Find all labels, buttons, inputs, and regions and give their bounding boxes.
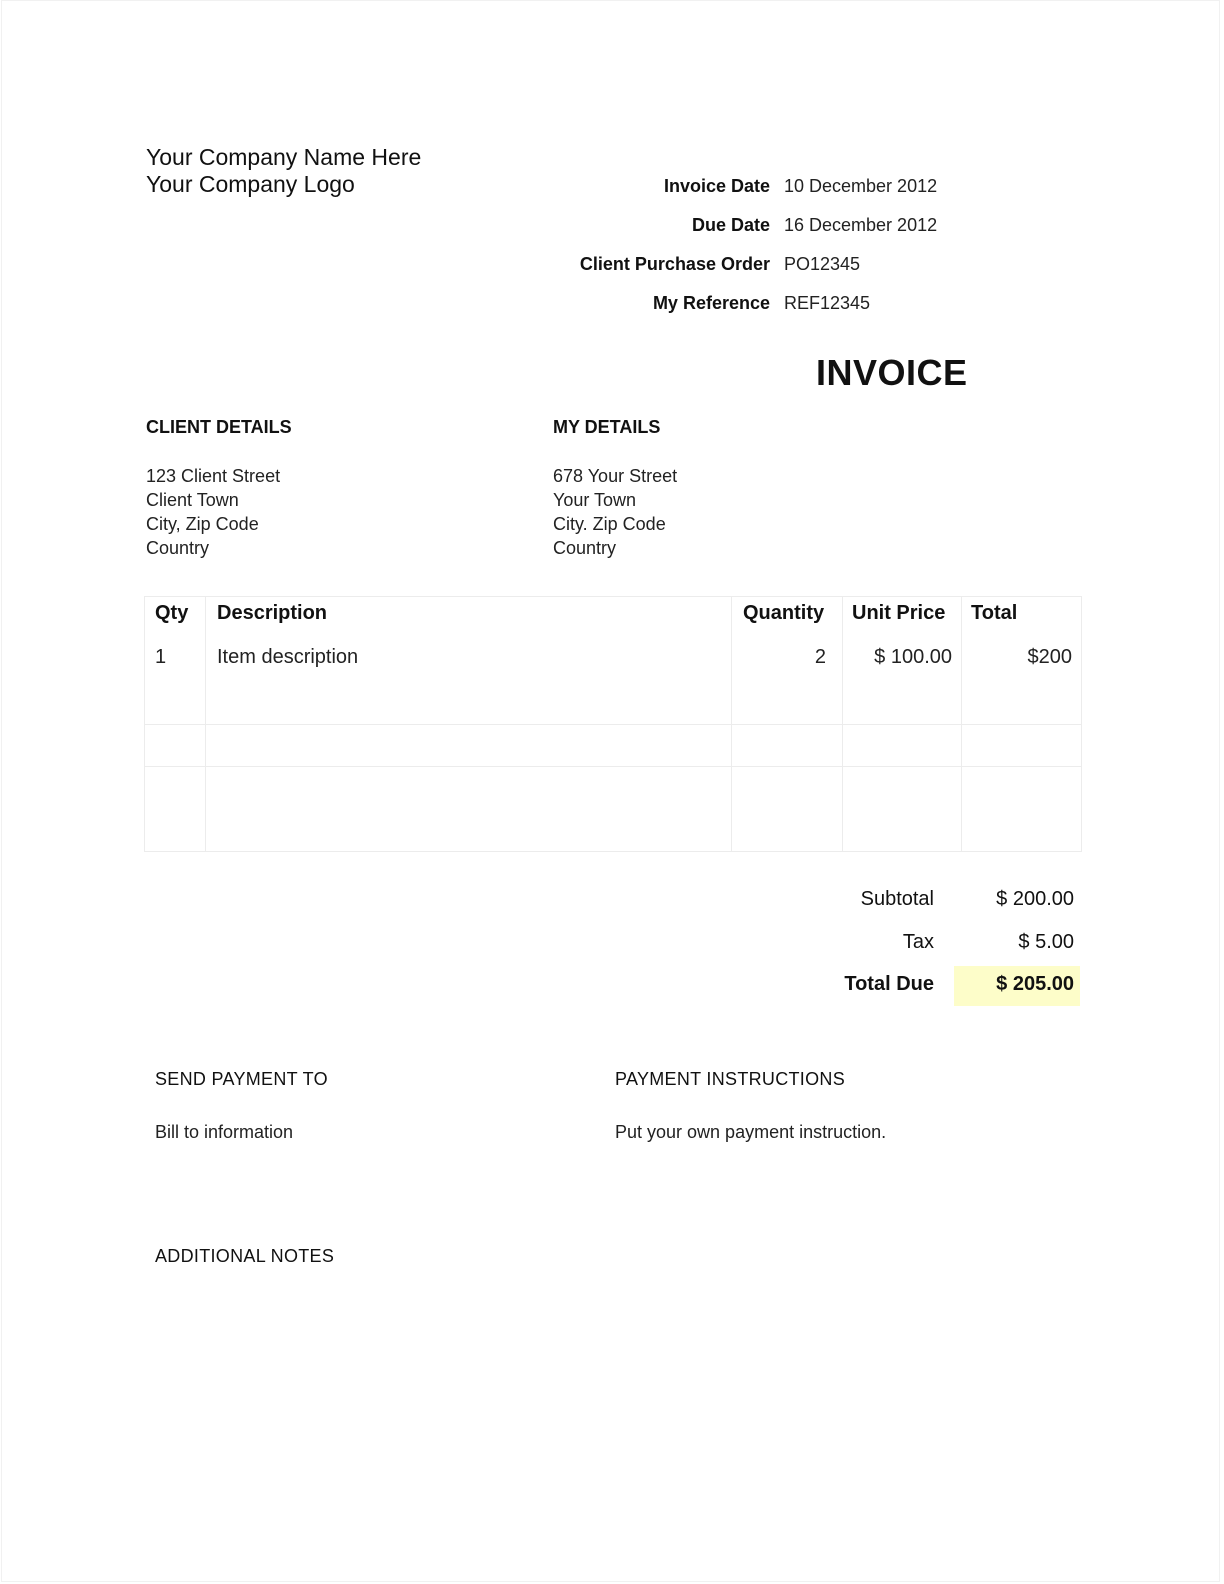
invoice-title: INVOICE [816, 352, 968, 393]
header-unit-price: Unit Price [852, 602, 946, 624]
meta-row-invoice-date [540, 176, 990, 215]
payment-instructions-heading: PAYMENT INSTRUCTIONS [615, 1069, 846, 1089]
my-address-line: Your Town [553, 490, 637, 510]
client-address-line: Client Town [146, 490, 239, 510]
company-block [146, 144, 421, 198]
header-total: Total [971, 602, 1018, 624]
cell-description: Item description [217, 646, 359, 668]
meta-row-purchase-order [540, 254, 990, 293]
invoice-meta [540, 176, 990, 332]
cell-total: $200 [1027, 646, 1072, 668]
meta-label: Due Date [691, 215, 770, 235]
my-address-line: 678 Your Street [553, 466, 678, 486]
header-qty: Qty [155, 602, 189, 624]
tax-label: Tax [902, 931, 934, 953]
client-details-heading: CLIENT DETAILS [146, 417, 292, 437]
cell-qty: 1 [155, 646, 167, 668]
meta-value: REF12345 [784, 293, 871, 313]
table-border-bottom [144, 851, 1082, 852]
meta-row-due-date [540, 215, 990, 254]
table-row-divider [144, 766, 1082, 767]
client-address-line: 123 Client Street [146, 466, 281, 486]
table-border-top [144, 596, 1082, 597]
header-quantity: Quantity [743, 602, 825, 624]
send-payment-text: Bill to information [155, 1122, 294, 1142]
meta-label: Invoice Date [663, 176, 770, 196]
meta-label: Client Purchase Order [579, 254, 770, 274]
payment-instructions-text: Put your own payment instruction. [615, 1122, 887, 1142]
tax-value: $ 5.00 [1018, 931, 1074, 953]
meta-label: My Reference [652, 293, 770, 313]
total-due-label: Total Due [844, 973, 934, 995]
total-due-value: $ 205.00 [996, 973, 1074, 995]
subtotal-label: Subtotal [860, 888, 934, 910]
client-address-line: Country [146, 538, 210, 558]
my-details-heading: MY DETAILS [553, 417, 661, 437]
meta-row-reference [540, 293, 990, 332]
company-name: Your Company Name Here [146, 144, 422, 170]
meta-value: PO12345 [784, 254, 861, 274]
my-address [553, 464, 677, 560]
additional-notes-heading: ADDITIONAL NOTES [155, 1246, 335, 1266]
company-logo: Your Company Logo [146, 171, 355, 197]
subtotal-value: $ 200.00 [996, 888, 1074, 910]
table-row-divider [144, 724, 1082, 725]
client-address-line: City, Zip Code [146, 514, 259, 534]
my-address-line: City. Zip Code [553, 514, 666, 534]
header-description: Description [217, 602, 328, 624]
items-table [144, 596, 1082, 852]
meta-value: 10 December 2012 [784, 176, 938, 196]
send-payment-heading: SEND PAYMENT TO [155, 1069, 328, 1089]
client-address [146, 464, 280, 560]
meta-value: 16 December 2012 [784, 215, 938, 235]
cell-quantity: 2 [814, 646, 826, 668]
my-address-line: Country [553, 538, 617, 558]
cell-unit-price: $ 100.00 [874, 646, 952, 668]
